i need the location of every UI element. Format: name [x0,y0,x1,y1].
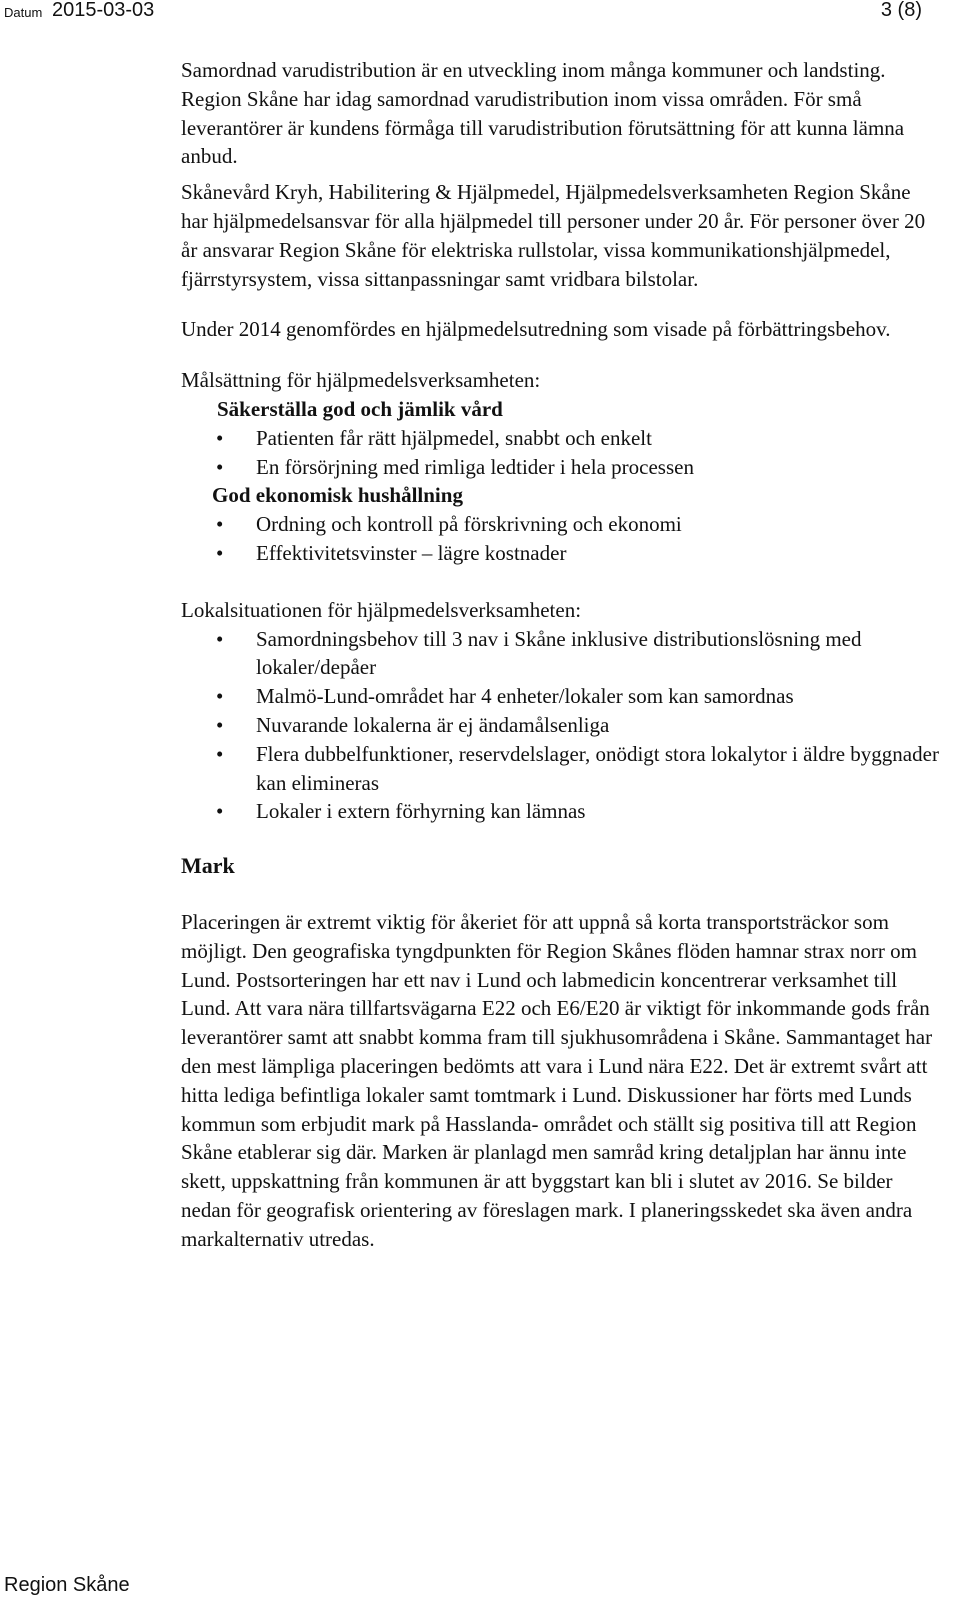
date-label: Datum [4,5,43,20]
goals-subheading-economy: God ekonomisk hushållning [212,483,463,508]
list-item: • En försörjning med rimliga ledtider i hela processen [181,453,941,482]
bullet-icon: • [216,626,224,651]
goals-economy-list [181,510,941,568]
goals-care-list [181,424,941,482]
bullet-icon: • [216,540,224,565]
goals-subheading-care: Säkerställa god och jämlik vård [217,396,503,421]
paragraph-mark: Placeringen är extremt viktig för åkeriet för att uppnå så korta transportsträckor som möjligt. Den geografiska tyngdpunkten för Region Skånes flöden hamnar strax norr om Lund. Postsorteringen har ett nav i Lund och labmedicin koncentrerar verksamhet till Lund. Att vara nära tillfartsvägarna E22 och E6/E20 är viktigt för inkommande gods från leverantörer samt att snabbt komma fram till sjukhusområdena i Skåne. Sammantaget har den mest lämpliga placeringen bedömts att vara i Lund nära E22. Det är extremt svårt att hitta lediga befintliga lokaler samt tomtmark i Lund. Diskussioner har förts med Lunds kommun som erbjudit mark på Hasslanda- området och ställt sig positiva till att Region Skåne etablerar sig där. Marken är planlagd men samråd kring detaljplan har ännu inte skett, uppskattning från kommunen är att byggstart kan bli i slutet av 2016. Se bilder nedan för geografisk orientering av föreslagen mark. I planeringsskedet ska även andra markalternativ utredas. [181,909,933,1251]
footer-organization: Region Skåne [4,1574,130,1596]
goals-heading: Målsättning för hjälpmedelsverksamheten: [181,368,541,393]
bullet-icon: • [216,799,224,824]
paragraph-distribution: Samordnad varudistribution är en utveckling inom många kommuner och landsting. Region Skåne har idag samordnad varudistribution inom vissa områden. För små leverantörer är kundens förmåga till varudistribution förutsättning för att kunna lämna anbud. [181,58,905,169]
bullet-icon: • [216,454,224,479]
bullet-icon: • [216,512,224,537]
list-item: • Flera dubbelfunktioner, reservdelslager, onödigt stora lokalytor i äldre byggnader kan elimineras [216,741,939,795]
bullet-icon: • [216,684,224,709]
document-body [181,56,941,1253]
list-item: • Effektivitetsvinster – lägre kostnader [181,539,941,568]
premises-list [181,625,941,827]
bullet-icon: • [216,425,224,450]
list-item: • Malmö-Lund-området har 4 enheter/lokaler som kan samordnas [181,682,941,711]
list-item: • Patienten får rätt hjälpmedel, snabbt och enkelt [181,424,941,453]
page-number: 3 (8) [880,0,922,21]
paragraph-investigation: Under 2014 genomfördes en hjälpmedelsutredning som visade på förbättringsbehov. [181,317,891,342]
premises-heading: Lokalsituationen för hjälpmedelsverksamheten: [181,597,582,622]
document-date: 2015-03-03 [52,0,155,21]
section-heading-mark: Mark [181,853,235,879]
bullet-icon: • [216,741,224,766]
bullet-icon: • [216,712,224,737]
list-item: • Samordningsbehov till 3 nav i Skåne inklusive distributionslösning med lokaler/depåer [216,626,862,680]
paragraph-responsibility: Skånevård Kryh, Habilitering & Hjälpmedel, Hjälpmedelsverksamheten Region Skåne har hjälpmedelsansvar för alla hjälpmedel till personer under 20 år. För personer över 20 år ansvarar Region Skåne för elektriska rullstolar, vissa kommunikationshjälpmedel, fjärrstyrsystem, vissa sittanpassningar samt vridbara bilstolar. [181,180,926,291]
list-item: • Lokaler i extern förhyrning kan lämnas [181,797,941,826]
list-item: • Ordning och kontroll på förskrivning och ekonomi [181,510,941,539]
list-item: • Nuvarande lokalerna är ej ändamålsenliga [181,711,941,740]
